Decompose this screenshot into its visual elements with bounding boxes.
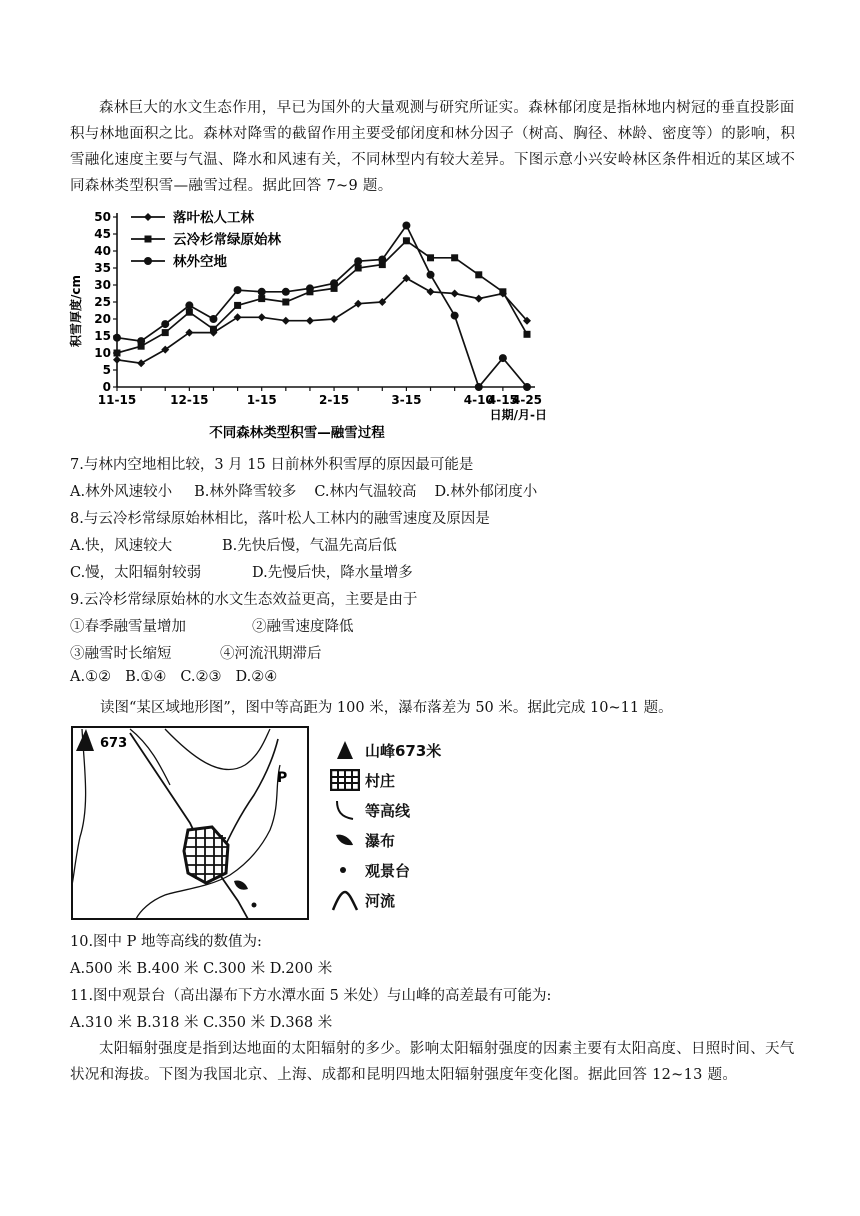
chart-legend <box>131 209 281 270</box>
viewing-platform-icon <box>252 903 257 908</box>
question-11: 11.图中观景台（高出瀑布下方水潭水面 5 米处）与山峰的高差最有可能为: <box>70 988 552 1004</box>
chart-title: 不同森林类型积雪—融雪过程 <box>209 425 385 441</box>
village-icon <box>184 827 228 883</box>
data-point <box>234 302 241 309</box>
mountain-peak-icon <box>76 729 94 751</box>
y-tick-label: 5 <box>102 363 111 377</box>
x-tick-label: 4-10 <box>463 393 494 407</box>
data-point <box>234 286 242 294</box>
legend-viewpoint <box>325 855 441 885</box>
legend-waterfall <box>325 825 441 855</box>
data-point <box>258 313 266 321</box>
chart-axes <box>68 210 547 422</box>
q9-option-d: D.②④ <box>235 669 278 685</box>
data-point <box>524 331 531 338</box>
q7-option-b: B.林外降雪较多 <box>194 484 297 500</box>
legend-marker <box>144 213 152 221</box>
data-point <box>234 313 242 321</box>
data-point <box>523 383 531 391</box>
data-point <box>378 256 386 264</box>
waterfall-legend-icon <box>333 829 357 851</box>
data-point <box>282 288 290 296</box>
peak-elevation-label: 673 <box>100 736 128 751</box>
legend-marker <box>144 257 152 265</box>
x-tick-label: 2-15 <box>319 393 350 407</box>
data-point <box>330 279 338 287</box>
intro-paragraph-3: 太阳辐射强度是指到达地面的太阳辐射的多少。影响太阳辐射强度的因素主要有太阳高度、日照时间、天气状况和海拔。下图为我国北京、上海、成都和昆明四地太阳辐射强度年变化图。据此回答 12~13 题。 <box>70 1041 795 1083</box>
data-point <box>355 265 362 272</box>
q9-option-c: C.②③ <box>180 669 222 685</box>
y-tick-label: 25 <box>94 295 111 309</box>
y-tick-label: 50 <box>94 210 111 224</box>
river <box>220 739 278 857</box>
y-tick-label: 45 <box>94 227 111 241</box>
legend-waterfall-label: 瀑布 <box>365 831 396 850</box>
question-9: 9.云冷杉常绿原始林的水文生态效益更高，主要是由于 <box>70 592 418 608</box>
legend-village-label: 村庄 <box>365 771 396 790</box>
q9-item-4: ④河流汛期滞后 <box>220 646 322 662</box>
series-line-3 <box>117 226 527 388</box>
q9-item-1: ①春季融雪量增加 <box>70 619 186 635</box>
y-tick-label: 20 <box>94 312 111 326</box>
legend-contour-label: 等高线 <box>365 801 411 820</box>
legend-peak <box>325 735 441 765</box>
q9-option-b: B.①④ <box>125 669 167 685</box>
p-point-label: P <box>277 770 288 786</box>
data-point <box>451 290 459 298</box>
data-point <box>137 337 145 345</box>
data-point <box>402 222 410 230</box>
data-point <box>475 383 483 391</box>
q9-item-3: ③融雪时长缩短 <box>70 646 172 662</box>
data-point <box>306 284 314 292</box>
contour-line <box>165 729 270 770</box>
data-point <box>137 359 145 367</box>
data-point <box>330 315 338 323</box>
question-8: 8.与云冷杉常绿原始林相比，落叶松人工林内的融雪速度及原因是 <box>70 511 490 527</box>
data-point <box>258 288 266 296</box>
x-axis-label: 日期/月-日 <box>489 408 547 422</box>
village-legend-icon <box>330 769 360 791</box>
q7-option-a: A.林外风速较小 <box>70 484 173 500</box>
data-point <box>475 271 482 278</box>
legend-label: 落叶松人工林 <box>173 210 254 226</box>
data-point <box>427 288 435 296</box>
topo-map <box>70 725 310 921</box>
data-point <box>306 317 314 325</box>
map-legend <box>325 735 441 915</box>
legend-river <box>325 885 441 915</box>
question-10: 10.图中 P 地等高线的数值为: <box>70 934 262 950</box>
y-tick-label: 40 <box>94 244 111 258</box>
contour-line <box>72 729 86 885</box>
y-tick-label: 10 <box>94 346 111 360</box>
q7-option-d: D.林外郁闭度小 <box>434 484 538 500</box>
snow-chart <box>62 205 552 445</box>
x-tick-label: 12-15 <box>170 393 209 407</box>
contour-legend-icon <box>333 799 357 821</box>
data-point <box>354 300 362 308</box>
legend-label: 林外空地 <box>173 254 227 270</box>
data-point <box>186 309 193 316</box>
q8-option-d: D.先慢后快，降水量增多 <box>252 565 413 581</box>
q9-item-2: ②融雪速度降低 <box>252 619 354 635</box>
q8-option-b: B.先快后慢，气温先高后低 <box>222 538 397 554</box>
question-7-options <box>70 480 559 501</box>
x-tick-label: 4-25 <box>511 393 543 407</box>
data-point <box>114 350 121 357</box>
x-tick-label: 1-15 <box>246 393 277 407</box>
viewpoint-legend-icon <box>333 859 357 881</box>
data-point <box>162 329 169 336</box>
q9-option-a: A.①② <box>70 669 112 685</box>
data-point <box>354 257 362 265</box>
data-point <box>210 326 217 333</box>
question-11-options: A.310 米 B.318 米 C.350 米 D.368 米 <box>70 1015 333 1031</box>
question-7: 7.与林内空地相比较，3 月 15 日前林外积雪厚的原因最可能是 <box>70 457 474 473</box>
x-tick-label: 11-15 <box>97 393 137 407</box>
intro-paragraph-2: 读图“某区域地形图”，图中等高距为 100 米，瀑布落差为 50 米。据此完成 10~11 题。 <box>100 700 673 716</box>
x-tick-label: 3-15 <box>391 393 422 407</box>
data-point <box>161 320 169 328</box>
data-point <box>427 254 434 261</box>
data-point <box>113 356 121 364</box>
data-point <box>499 288 506 295</box>
question-9-options <box>70 669 299 685</box>
data-point <box>499 354 507 362</box>
x-tick-label: 4-15 <box>487 393 518 407</box>
y-tick-label: 35 <box>94 261 111 275</box>
waterfall-icon <box>234 880 248 889</box>
q7-option-c: C.林内气温较高 <box>314 484 417 500</box>
data-point <box>403 237 410 244</box>
y-tick-label: 30 <box>94 278 111 292</box>
y-tick-label: 0 <box>102 380 111 394</box>
peak-legend-icon <box>337 741 353 759</box>
data-point <box>451 312 459 320</box>
question-10-options: A.500 米 B.400 米 C.300 米 D.200 米 <box>70 961 333 977</box>
data-point <box>475 295 483 303</box>
data-point <box>209 315 217 323</box>
data-point <box>451 254 458 261</box>
y-tick-label: 15 <box>94 329 111 343</box>
contour-line <box>130 729 170 785</box>
q8-option-c: C.慢，太阳辐射较弱 <box>70 565 202 581</box>
legend-viewpoint-label: 观景台 <box>365 861 411 880</box>
legend-river-label: 河流 <box>365 891 396 910</box>
legend-peak-label: 山峰673米 <box>365 741 442 760</box>
data-point <box>282 299 289 306</box>
data-point <box>113 334 121 342</box>
data-point <box>258 295 265 302</box>
q8-option-a: A.快，风速较大 <box>70 538 173 554</box>
data-point <box>282 317 290 325</box>
river <box>130 733 248 919</box>
legend-contour <box>325 795 441 825</box>
data-point <box>185 301 193 309</box>
legend-marker <box>145 236 152 243</box>
legend-village <box>325 765 441 795</box>
data-point <box>427 271 435 279</box>
y-axis-label: 积雪厚度/cm <box>69 274 83 347</box>
river-legend-icon <box>331 888 359 912</box>
intro-paragraph-1: 森林巨大的水文生态作用，早已为国外的大量观测与研究所证实。森林郁闭度是指林地内树冠的垂直投影面积与林地面积之比。森林对降雪的截留作用主要受郁闭度和林分因子（树高、胸径、林龄、密度等）的影响，积雪融化速度主要与气温、降水和风速有关，不同林型内有较大差异。下图示意小兴安岭林区条件相近的某区域不同森林类型积雪—融雪过程。据此回答 7~9 题。 <box>70 100 796 194</box>
legend-label: 云冷杉常绿原始林 <box>173 232 281 248</box>
